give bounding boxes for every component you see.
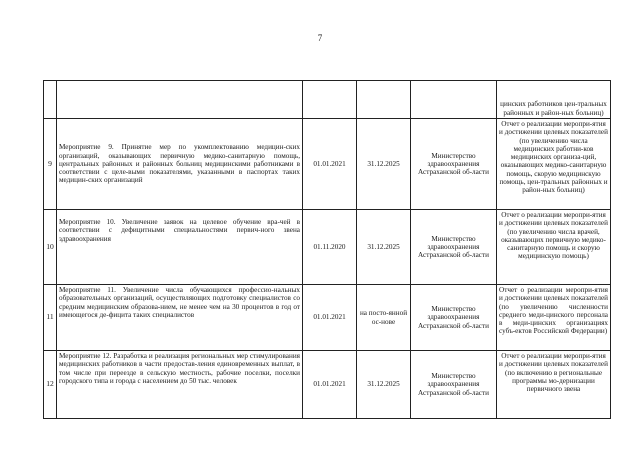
table-row [44, 210, 611, 285]
row-number [44, 81, 57, 119]
end-date: 31.12.2025 [357, 119, 411, 210]
start-date [303, 81, 357, 119]
expected-result: Отчет о реализации меропри-ятия и достижении целевых показателей (по включению в региональные программы мо-дернизации первичного звена [497, 351, 611, 419]
start-date: 01.11.2020 [303, 210, 357, 285]
table-row [44, 285, 611, 351]
measure-description: Мероприятие 12. Разработка и реализация региональных мер стимулирования медицинских работников в части предостав-ления единовременных выплат, в том числе при переезде в сельскую местность, рабочие поселки, поселки городского типа и города с населением до 50 тыс. человек [57, 351, 303, 419]
measure-description: Мероприятие 11. Увеличение числа обучающихся профессио-нальных образовательных организаций, осуществляющих подготовку специалистов со средним медицинским образова-нием, не менее чем на 30 процентов в год от имеющегося де-фицита таких специалистов [57, 285, 303, 351]
row-number: 12 [44, 351, 57, 419]
row-number: 11 [44, 285, 57, 351]
page-number: 7 [317, 33, 323, 43]
start-date: 01.01.2021 [303, 285, 357, 351]
responsible-executor [411, 81, 497, 119]
end-date: 31.12.2025 [357, 351, 411, 419]
end-date: на посто-янной ос-нове [357, 285, 411, 351]
table-row [44, 351, 611, 419]
expected-result: Отчет о реализации меропри-ятия и достижении целевых показателей (по увеличению численности среднего меди-цинского персонала в меди-цинских организациях субъ-ектов Российской Федерации) [497, 285, 611, 351]
measure-description [57, 81, 303, 119]
responsible-executor: Министерство здравоохранения Астраханской об-ласти [411, 119, 497, 210]
expected-result: Отчет о реализации меропри-ятия и достижении целевых показателей (по увеличению числа медицинских работни-ков медицинских организа-ций, оказывающих медико-санитарную помощь, скорую медицинскую помощь, цен-тральных районных и район-ных больниц) [497, 119, 611, 210]
measure-description: Мероприятие 9. Принятие мер по укомплектованию медицин-ских организаций, оказывающих первичную медико-санитарную помощь, центральных районных и районных больниц медицинскими работниками в соответствии с целе-выми показателями, указанными в паспортах таких медицин-ских организаций [57, 119, 303, 210]
end-date: 31.12.2025 [357, 210, 411, 285]
table-row [44, 119, 611, 210]
expected-result: цинских работников цен-тральных районных и район-ных больниц) [497, 81, 611, 119]
responsible-executor: Министерство здравоохранения Астраханской об-ласти [411, 210, 497, 285]
expected-result: Отчет о реализации меропри-ятия и достижении целевых показателей (по увеличению числа врачей, оказывающих первичную медико-санитарную помощь и скорую медицинскую помощь) [497, 210, 611, 285]
end-date [357, 81, 411, 119]
table-row [44, 81, 611, 119]
measure-description: Мероприятие 10. Увеличение заявок на целевое обучение вра-чей в соответствии с дефицитными специальностями первич-ного звена здравоохранения [57, 210, 303, 285]
start-date: 01.01.2021 [303, 119, 357, 210]
responsible-executor: Министерство здравоохранения Астраханской об-ласти [411, 351, 497, 419]
row-number: 9 [44, 119, 57, 210]
start-date: 01.01.2021 [303, 351, 357, 419]
row-number: 10 [44, 210, 57, 285]
measures-table [43, 80, 611, 419]
responsible-executor: Министерство здравоохранения Астраханской об-ласти [411, 285, 497, 351]
